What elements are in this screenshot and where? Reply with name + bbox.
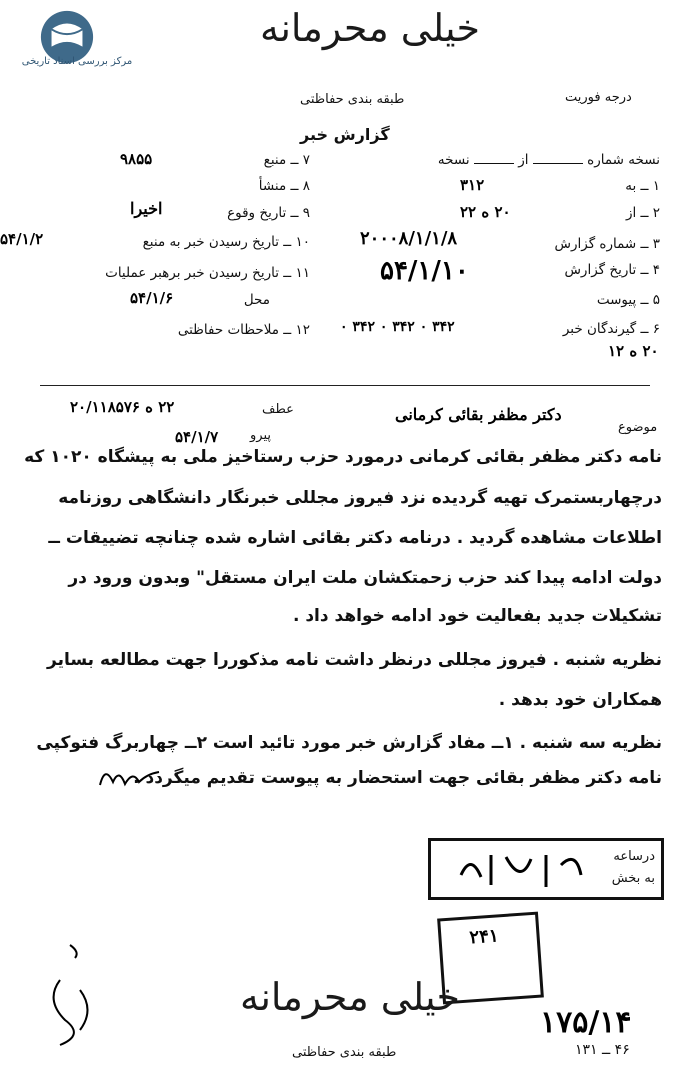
body-line-6: نظریه شنبه . فیروز مجللی درنظر داشت نامه مذکوررا جهت مطالعه بسایر [47,650,662,670]
margin-signature [40,940,110,1050]
atf-label: عطف [262,402,294,417]
body-line-2: درچهاربستمرک تهیه گردیده نزد فیروز مجللی خبرنگار دانشگاهی روزنامه [58,488,662,508]
logo-caption: مرکز بررسی اسناد تاریخی [21,56,133,67]
footer-title: خیلی محرمانه [239,975,461,1019]
field-to: ۱ ــ به ۳۱۲ [460,176,660,194]
stamp-time-label: درساعه [613,849,655,864]
footer-classification: طبقه بندی حفاظتی [292,1045,397,1060]
field-report-date: ۴ ــ تاریخ گزارش ۵۴/۱/۱۰ [380,256,660,286]
body-line-5: تشکیلات جدید بفعالیت خود ادامه خواهد داد . [292,606,662,626]
peyro-label: پیرو [250,428,271,443]
page-reference: ۴۶ ــ ۱۳۱ [575,1042,630,1058]
stamp-section-label: به بخش [611,871,655,886]
priority-label: درجه فوریت [565,90,632,105]
body-line-7: همکاران خود بدهد . [498,690,662,710]
field-location: محل ۵۴/۱/۶ [130,289,270,308]
classification-label: طبقه بندی حفاظتی [300,92,405,107]
stamp-number: ۲۴۱ [468,925,500,949]
atf-value: ۲۲ ه ۲۰/۱۱۸۵۷۶ [70,398,175,416]
field-attachment: ۵ ــ پیوست [596,292,660,308]
field-received-date: ۱۰ ــ تاریخ رسیدن خبر به منبع ۵۴/۱/۲ [0,230,310,250]
peyro-value: ۵۴/۱/۷ [175,428,219,446]
body-line-1: نامه دکتر مظفر بقائی کرمانی درمورد حزب رستاخیز ملی به پیشگاه ۱۰۲۰ که [24,447,662,467]
received-stamp [428,838,664,900]
field-recipients: ۶ ــ گیرندگان خبر ۳۴۲ ۰ ۳۴۲ ۰ ۳۴۲ ۰ [340,319,660,337]
section-divider [40,385,650,386]
body-line-3: اطلاعات مشاهده گردید . درنامه دکتر بقائی اشاره شده چنانچه تضییقات ــ [48,528,662,548]
subject-value: دکتر مظفر بقائی کرمانی [395,405,562,424]
field-source: ۷ ــ منبع ۹۸۵۵ [120,150,310,168]
field-copy-number: نسخه شماره از نسخه [437,152,660,168]
subject-label: موضوع [618,420,658,435]
field-event-date: ۹ ــ تاریخ وقوع اخیرا [130,199,310,221]
footer-number: ۱۷۵/۱۴ [540,1005,632,1040]
field-report-number: ۳ ــ شماره گزارش ۲۰۰۰۸/۱/۱/۸ [360,228,660,252]
stamp-handwriting [451,845,591,893]
body-line-8: نظریه سه شنبه . ۱ــ مفاد گزارش خبر مورد تائید است ۲ــ چهاربرگ فتوکپی [36,733,662,753]
body-line-4: دولت ادامه پیدا کند حزب زحمتکشان ملت ایران مستقل" وبدون ورود در [68,568,662,588]
field-security-notes: ۱۲ ــ ملاحظات حفاظتی [177,322,310,338]
field-origin: ۸ ــ منشأ [258,178,310,194]
extra-reference: ۲۰ ه ۱۲ [608,342,659,360]
signature-scribble [95,760,165,795]
report-title: گزارش خبر [300,125,390,144]
body-line-9: نامه دکتر مظفر بقائی جهت استحضار به پیوست تقدیم میگردد . [133,768,662,788]
field-ops-date: ۱۱ ــ تاریخ رسیدن خبر برهبر عملیات [105,265,310,281]
header-title: خیلی محرمانه [259,6,481,50]
field-from: ۲ ــ از ۲۰ ه ۲۲ [460,203,660,221]
